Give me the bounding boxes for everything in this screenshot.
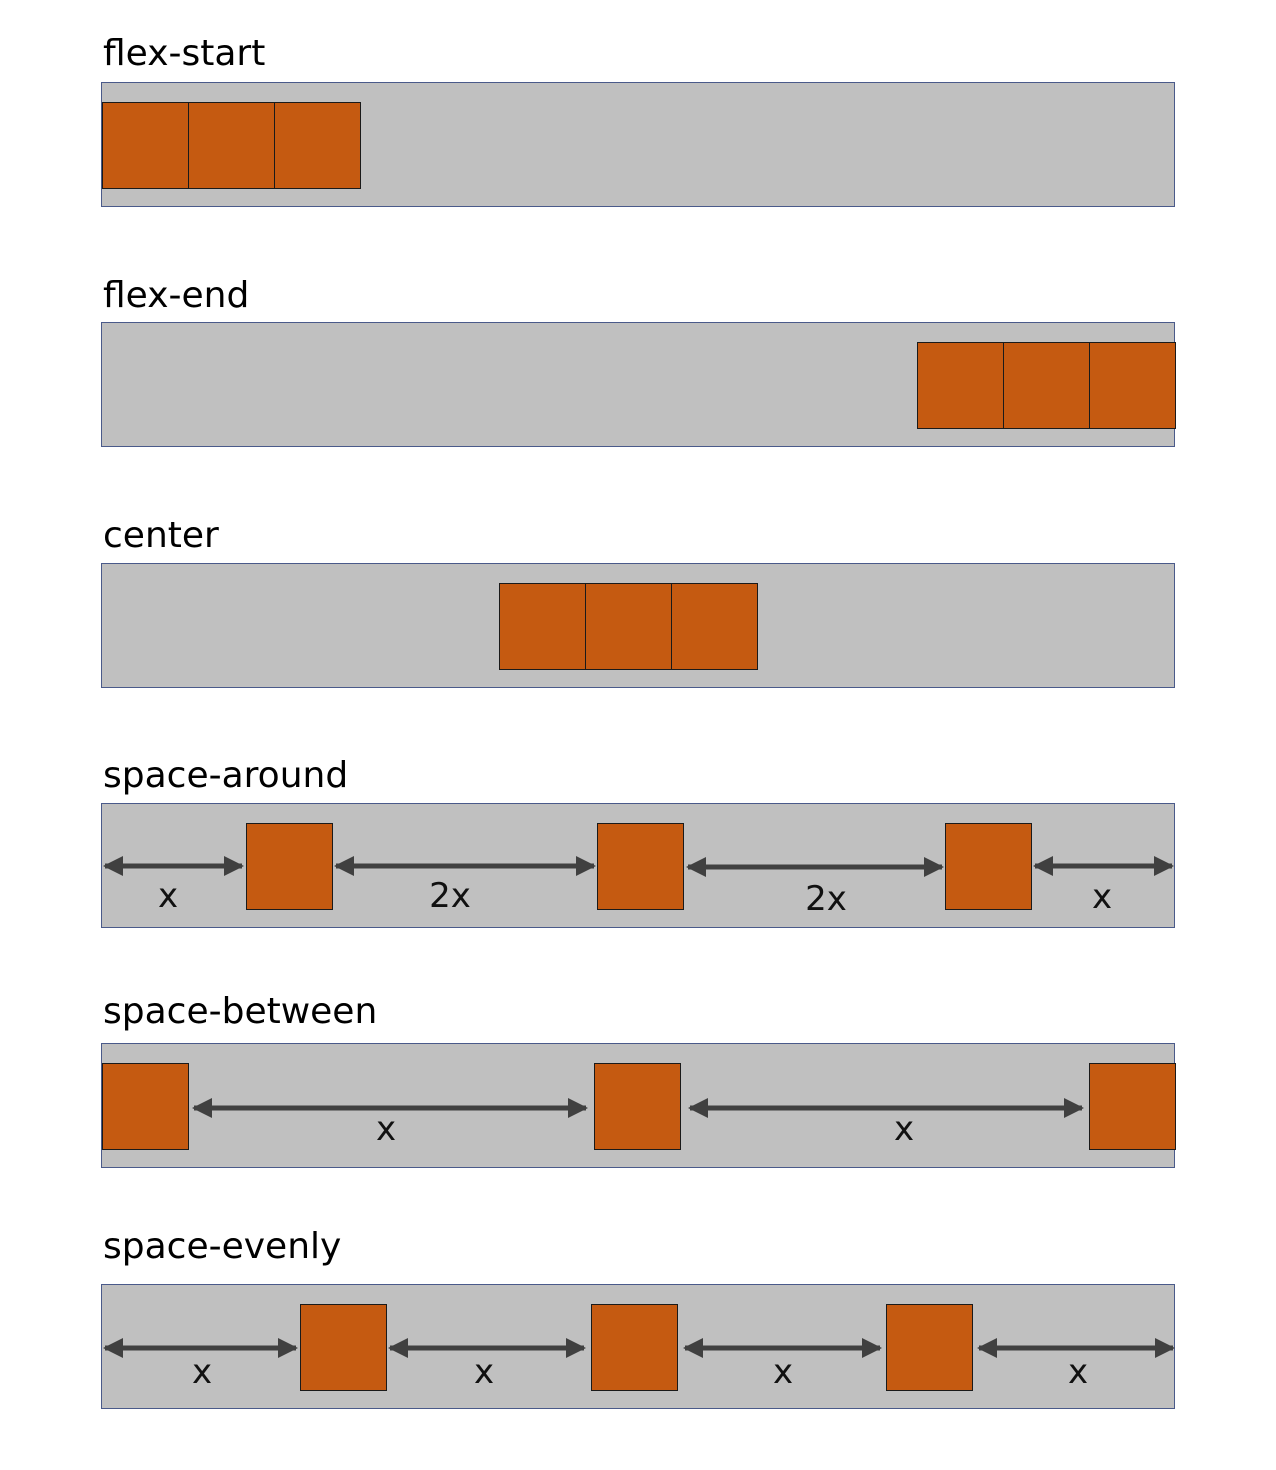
section-title: center xyxy=(103,515,219,556)
gap-label: x xyxy=(473,1352,495,1392)
flex-item xyxy=(1089,342,1176,429)
flex-item xyxy=(1003,342,1090,429)
gap-label: x xyxy=(1091,877,1113,917)
flex-item xyxy=(102,102,189,189)
gap-label: 2x xyxy=(805,879,847,919)
gap-label: x xyxy=(1067,1352,1089,1392)
flex-item xyxy=(102,1063,189,1150)
gap-label: x xyxy=(375,1109,397,1149)
flex-item xyxy=(917,342,1004,429)
flex-item xyxy=(671,583,758,670)
flex-item xyxy=(300,1304,387,1391)
section-title: flex-start xyxy=(103,33,266,74)
flex-item xyxy=(886,1304,973,1391)
section-title: flex-end xyxy=(103,275,250,316)
flex-item xyxy=(597,823,684,910)
flex-item xyxy=(1089,1063,1176,1150)
section-title: space-between xyxy=(103,991,378,1032)
flex-item xyxy=(585,583,672,670)
flex-item xyxy=(246,823,333,910)
section-title: space-evenly xyxy=(103,1226,342,1267)
flex-item xyxy=(945,823,1032,910)
flex-item xyxy=(499,583,586,670)
gap-label: x xyxy=(772,1352,794,1392)
gap-label: x xyxy=(893,1109,915,1149)
flex-container xyxy=(101,82,1175,207)
section-title: space-around xyxy=(103,755,349,796)
flex-container xyxy=(101,1284,1175,1409)
gap-label: x xyxy=(157,876,179,916)
flex-container xyxy=(101,1043,1175,1168)
flex-container xyxy=(101,563,1175,688)
flex-item xyxy=(188,102,275,189)
flex-container xyxy=(101,322,1175,447)
flex-item xyxy=(591,1304,678,1391)
gap-label: x xyxy=(191,1352,213,1392)
flex-item xyxy=(594,1063,681,1150)
gap-label: 2x xyxy=(429,876,471,916)
flex-item xyxy=(274,102,361,189)
flex-container xyxy=(101,803,1175,928)
